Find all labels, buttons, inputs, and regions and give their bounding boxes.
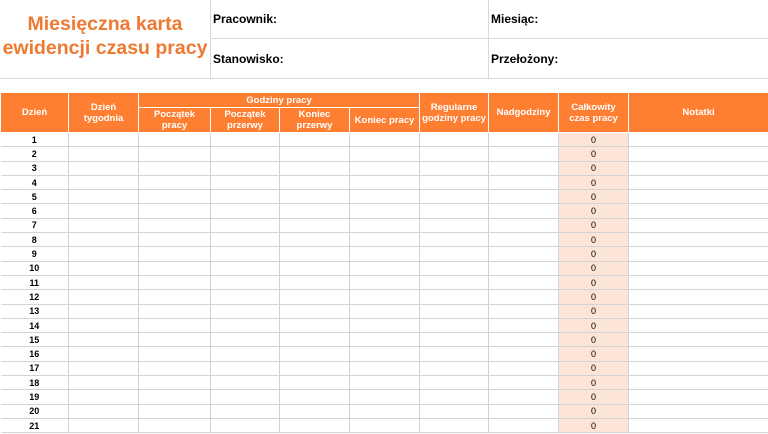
cell-overtime[interactable] [489, 218, 559, 232]
cell-work-end[interactable] [350, 233, 420, 247]
cell-overtime[interactable] [489, 247, 559, 261]
cell-regular-hours[interactable] [420, 161, 489, 175]
cell-notes[interactable] [629, 347, 768, 361]
cell-break-end[interactable] [280, 376, 350, 390]
cell-overtime[interactable] [489, 275, 559, 289]
table-row [1, 404, 768, 418]
cell-regular-hours[interactable] [420, 347, 489, 361]
cell-day[interactable]: 6 [1, 204, 69, 218]
col-header-work-start[interactable]: Początek pracy [139, 108, 211, 133]
cell-overtime[interactable] [489, 347, 559, 361]
cell-overtime[interactable] [489, 304, 559, 318]
cell-work-end[interactable] [350, 304, 420, 318]
cell-break-start[interactable] [211, 404, 280, 418]
cell-weekday[interactable] [69, 318, 139, 332]
table-row [1, 161, 768, 175]
cell-regular-hours[interactable] [420, 133, 489, 147]
cell-work-end[interactable] [350, 147, 420, 161]
cell-break-end[interactable] [280, 333, 350, 347]
cell-break-end[interactable] [280, 190, 350, 204]
cell-overtime[interactable] [489, 404, 559, 418]
cell-day[interactable]: 19 [1, 390, 69, 404]
cell-weekday[interactable] [69, 361, 139, 375]
table-row [1, 318, 768, 332]
cell-break-start[interactable] [211, 261, 280, 275]
cell-work-start[interactable] [139, 204, 211, 218]
cell-work-end[interactable] [350, 190, 420, 204]
cell-weekday[interactable] [69, 233, 139, 247]
cell-break-end[interactable] [280, 147, 350, 161]
cell-weekday[interactable] [69, 247, 139, 261]
cell-regular-hours[interactable] [420, 233, 489, 247]
cell-total-hours[interactable]: 0 [559, 347, 629, 361]
cell-day[interactable]: 17 [1, 361, 69, 375]
cell-day[interactable]: 1 [1, 133, 69, 147]
cell-work-start[interactable] [139, 333, 211, 347]
cell-break-start[interactable] [211, 275, 280, 289]
cell-break-end[interactable] [280, 304, 350, 318]
cell-break-start[interactable] [211, 304, 280, 318]
cell-weekday[interactable] [69, 333, 139, 347]
cell-weekday[interactable] [69, 290, 139, 304]
cell-work-start[interactable] [139, 147, 211, 161]
cell-day[interactable]: 15 [1, 333, 69, 347]
cell-break-start[interactable] [211, 333, 280, 347]
cell-work-start[interactable] [139, 376, 211, 390]
col-header-overtime[interactable]: Nadgodziny [489, 93, 559, 133]
cell-work-start[interactable] [139, 347, 211, 361]
cell-regular-hours[interactable] [420, 361, 489, 375]
cell-regular-hours[interactable] [420, 304, 489, 318]
cell-break-start[interactable] [211, 347, 280, 361]
cell-total-hours[interactable]: 0 [559, 190, 629, 204]
page-title-line2: ewidencji czasu pracy [2, 37, 208, 59]
position-label[interactable]: Stanowisko: [213, 52, 284, 66]
cell-work-start[interactable] [139, 233, 211, 247]
cell-work-end[interactable] [350, 161, 420, 175]
cell-total-hours[interactable]: 0 [559, 333, 629, 347]
cell-overtime[interactable] [489, 133, 559, 147]
cell-work-end[interactable] [350, 418, 420, 432]
cell-weekday[interactable] [69, 175, 139, 189]
cell-work-end[interactable] [350, 318, 420, 332]
cell-regular-hours[interactable] [420, 175, 489, 189]
cell-break-end[interactable] [280, 204, 350, 218]
table-row [1, 347, 768, 361]
supervisor-label[interactable]: Przełożony: [491, 52, 559, 66]
cell-break-end[interactable] [280, 218, 350, 232]
cell-weekday[interactable] [69, 261, 139, 275]
cell-break-end[interactable] [280, 404, 350, 418]
cell-overtime[interactable] [489, 333, 559, 347]
cell-total-hours[interactable]: 0 [559, 161, 629, 175]
cell-regular-hours[interactable] [420, 333, 489, 347]
cell-day[interactable]: 4 [1, 175, 69, 189]
page-title-line1: Miesięczna karta [27, 13, 183, 35]
cell-work-start[interactable] [139, 290, 211, 304]
cell-weekday[interactable] [69, 275, 139, 289]
cell-total-hours[interactable]: 0 [559, 175, 629, 189]
cell-break-end[interactable] [280, 290, 350, 304]
cell-total-hours[interactable]: 0 [559, 404, 629, 418]
cell-notes[interactable] [629, 333, 768, 347]
cell-notes[interactable] [629, 133, 768, 147]
cell-overtime[interactable] [489, 175, 559, 189]
table-body [1, 133, 768, 433]
cell-overtime[interactable] [489, 161, 559, 175]
cell-total-hours[interactable]: 0 [559, 261, 629, 275]
cell-break-end[interactable] [280, 347, 350, 361]
cell-weekday[interactable] [69, 204, 139, 218]
table-row [1, 390, 768, 404]
month-label[interactable]: Miesiąc: [491, 12, 539, 26]
cell-work-start[interactable] [139, 418, 211, 432]
cell-break-start[interactable] [211, 190, 280, 204]
grid-divider [0, 78, 768, 79]
cell-break-end[interactable] [280, 161, 350, 175]
cell-overtime[interactable] [489, 418, 559, 432]
table-row [1, 147, 768, 161]
table-row [1, 233, 768, 247]
cell-day[interactable]: 10 [1, 261, 69, 275]
cell-work-end[interactable] [350, 204, 420, 218]
cell-break-start[interactable] [211, 390, 280, 404]
cell-break-end[interactable] [280, 133, 350, 147]
timesheet-table [0, 92, 768, 433]
cell-weekday[interactable] [69, 147, 139, 161]
cell-regular-hours[interactable] [420, 218, 489, 232]
table-row [1, 376, 768, 390]
cell-total-hours[interactable]: 0 [559, 390, 629, 404]
cell-day[interactable]: 11 [1, 275, 69, 289]
cell-regular-hours[interactable] [420, 275, 489, 289]
cell-overtime[interactable] [489, 204, 559, 218]
cell-overtime[interactable] [489, 361, 559, 375]
cell-work-start[interactable] [139, 318, 211, 332]
table-row [1, 190, 768, 204]
cell-work-end[interactable] [350, 347, 420, 361]
grid-divider [210, 38, 768, 39]
cell-regular-hours[interactable] [420, 261, 489, 275]
cell-day[interactable]: 14 [1, 318, 69, 332]
cell-total-hours[interactable]: 0 [559, 275, 629, 289]
cell-notes[interactable] [629, 161, 768, 175]
cell-overtime[interactable] [489, 147, 559, 161]
cell-total-hours[interactable]: 0 [559, 318, 629, 332]
col-header-work-hours-group[interactable]: Godziny pracy [139, 93, 420, 108]
cell-notes[interactable] [629, 390, 768, 404]
cell-regular-hours[interactable] [420, 290, 489, 304]
cell-notes[interactable] [629, 175, 768, 189]
cell-total-hours[interactable]: 0 [559, 204, 629, 218]
cell-notes[interactable] [629, 418, 768, 432]
cell-work-end[interactable] [350, 175, 420, 189]
cell-day[interactable]: 3 [1, 161, 69, 175]
info-section [0, 0, 768, 92]
cell-regular-hours[interactable] [420, 376, 489, 390]
cell-overtime[interactable] [489, 190, 559, 204]
cell-regular-hours[interactable] [420, 247, 489, 261]
cell-work-start[interactable] [139, 361, 211, 375]
cell-work-start[interactable] [139, 218, 211, 232]
table-row [1, 247, 768, 261]
cell-notes[interactable] [629, 218, 768, 232]
table-row [1, 275, 768, 289]
table-row [1, 418, 768, 432]
cell-day[interactable]: 12 [1, 290, 69, 304]
cell-break-start[interactable] [211, 233, 280, 247]
cell-work-end[interactable] [350, 333, 420, 347]
cell-day[interactable]: 21 [1, 418, 69, 432]
col-header-weekday[interactable]: Dzień tygodnia [69, 93, 139, 133]
cell-total-hours[interactable]: 0 [559, 418, 629, 432]
cell-work-start[interactable] [139, 161, 211, 175]
cell-notes[interactable] [629, 376, 768, 390]
cell-overtime[interactable] [489, 318, 559, 332]
cell-weekday[interactable] [69, 418, 139, 432]
cell-break-start[interactable] [211, 161, 280, 175]
cell-weekday[interactable] [69, 404, 139, 418]
cell-day[interactable]: 7 [1, 218, 69, 232]
cell-break-end[interactable] [280, 318, 350, 332]
cell-regular-hours[interactable] [420, 404, 489, 418]
cell-break-end[interactable] [280, 175, 350, 189]
cell-notes[interactable] [629, 304, 768, 318]
cell-overtime[interactable] [489, 376, 559, 390]
col-header-work-end[interactable]: Koniec pracy [350, 108, 420, 133]
cell-weekday[interactable] [69, 304, 139, 318]
cell-weekday[interactable] [69, 161, 139, 175]
cell-overtime[interactable] [489, 390, 559, 404]
cell-break-end[interactable] [280, 247, 350, 261]
table-row [1, 361, 768, 375]
cell-day[interactable]: 5 [1, 190, 69, 204]
grid-divider [488, 0, 489, 78]
cell-notes[interactable] [629, 275, 768, 289]
cell-break-end[interactable] [280, 233, 350, 247]
cell-notes[interactable] [629, 404, 768, 418]
cell-break-end[interactable] [280, 390, 350, 404]
cell-break-end[interactable] [280, 418, 350, 432]
cell-total-hours[interactable]: 0 [559, 376, 629, 390]
cell-work-end[interactable] [350, 290, 420, 304]
cell-overtime[interactable] [489, 261, 559, 275]
cell-weekday[interactable] [69, 133, 139, 147]
cell-break-start[interactable] [211, 290, 280, 304]
cell-notes[interactable] [629, 147, 768, 161]
cell-work-start[interactable] [139, 275, 211, 289]
cell-work-start[interactable] [139, 261, 211, 275]
cell-notes[interactable] [629, 318, 768, 332]
cell-work-end[interactable] [350, 275, 420, 289]
cell-work-start[interactable] [139, 175, 211, 189]
col-header-total-hours[interactable]: Całkowity czas pracy [559, 93, 629, 133]
table-row [1, 333, 768, 347]
cell-work-start[interactable] [139, 190, 211, 204]
cell-break-start[interactable] [211, 418, 280, 432]
cell-break-start[interactable] [211, 376, 280, 390]
cell-notes[interactable] [629, 233, 768, 247]
cell-day[interactable]: 18 [1, 376, 69, 390]
cell-notes[interactable] [629, 361, 768, 375]
cell-work-start[interactable] [139, 390, 211, 404]
employee-label[interactable]: Pracownik: [213, 12, 278, 26]
cell-notes[interactable] [629, 290, 768, 304]
cell-notes[interactable] [629, 261, 768, 275]
cell-work-end[interactable] [350, 261, 420, 275]
cell-total-hours[interactable]: 0 [559, 233, 629, 247]
cell-regular-hours[interactable] [420, 190, 489, 204]
grid-divider [210, 0, 211, 78]
col-header-break-start[interactable]: Początek przerwy [211, 108, 280, 133]
cell-notes[interactable] [629, 247, 768, 261]
cell-work-end[interactable] [350, 390, 420, 404]
cell-notes[interactable] [629, 204, 768, 218]
cell-day[interactable]: 16 [1, 347, 69, 361]
cell-break-start[interactable] [211, 247, 280, 261]
table-row [1, 290, 768, 304]
cell-overtime[interactable] [489, 290, 559, 304]
cell-regular-hours[interactable] [420, 204, 489, 218]
cell-break-end[interactable] [280, 361, 350, 375]
cell-total-hours[interactable]: 0 [559, 147, 629, 161]
cell-work-start[interactable] [139, 247, 211, 261]
cell-overtime[interactable] [489, 233, 559, 247]
cell-regular-hours[interactable] [420, 418, 489, 432]
col-header-day[interactable]: Dzień [1, 93, 69, 133]
cell-total-hours[interactable]: 0 [559, 361, 629, 375]
cell-weekday[interactable] [69, 347, 139, 361]
cell-break-end[interactable] [280, 275, 350, 289]
cell-total-hours[interactable]: 0 [559, 133, 629, 147]
cell-total-hours[interactable]: 0 [559, 290, 629, 304]
cell-break-start[interactable] [211, 175, 280, 189]
cell-weekday[interactable] [69, 376, 139, 390]
cell-break-start[interactable] [211, 318, 280, 332]
col-header-notes[interactable]: Notatki [629, 93, 768, 133]
cell-work-end[interactable] [350, 247, 420, 261]
cell-work-start[interactable] [139, 404, 211, 418]
cell-work-start[interactable] [139, 304, 211, 318]
cell-work-end[interactable] [350, 404, 420, 418]
cell-total-hours[interactable]: 0 [559, 304, 629, 318]
cell-day[interactable]: 20 [1, 404, 69, 418]
cell-regular-hours[interactable] [420, 390, 489, 404]
cell-day[interactable]: 8 [1, 233, 69, 247]
cell-total-hours[interactable]: 0 [559, 247, 629, 261]
cell-break-start[interactable] [211, 361, 280, 375]
cell-weekday[interactable] [69, 190, 139, 204]
cell-break-start[interactable] [211, 147, 280, 161]
table-row [1, 175, 768, 189]
cell-work-end[interactable] [350, 218, 420, 232]
cell-work-start[interactable] [139, 133, 211, 147]
cell-work-end[interactable] [350, 133, 420, 147]
page-title [0, 12, 210, 60]
table-row [1, 261, 768, 275]
cell-weekday[interactable] [69, 390, 139, 404]
cell-work-end[interactable] [350, 361, 420, 375]
cell-regular-hours[interactable] [420, 318, 489, 332]
cell-break-end[interactable] [280, 261, 350, 275]
cell-break-start[interactable] [211, 218, 280, 232]
table-header [1, 93, 768, 133]
cell-notes[interactable] [629, 190, 768, 204]
col-header-break-end[interactable]: Koniec przerwy [280, 108, 350, 133]
cell-break-start[interactable] [211, 133, 280, 147]
table-row [1, 204, 768, 218]
cell-regular-hours[interactable] [420, 147, 489, 161]
cell-break-start[interactable] [211, 204, 280, 218]
table-row [1, 218, 768, 232]
cell-work-end[interactable] [350, 376, 420, 390]
table-row [1, 304, 768, 318]
table-row [1, 133, 768, 147]
cell-day[interactable]: 9 [1, 247, 69, 261]
cell-day[interactable]: 2 [1, 147, 69, 161]
cell-day[interactable]: 13 [1, 304, 69, 318]
col-header-regular-hours[interactable]: Regularne godziny pracy [420, 93, 489, 133]
cell-total-hours[interactable]: 0 [559, 218, 629, 232]
cell-weekday[interactable] [69, 218, 139, 232]
